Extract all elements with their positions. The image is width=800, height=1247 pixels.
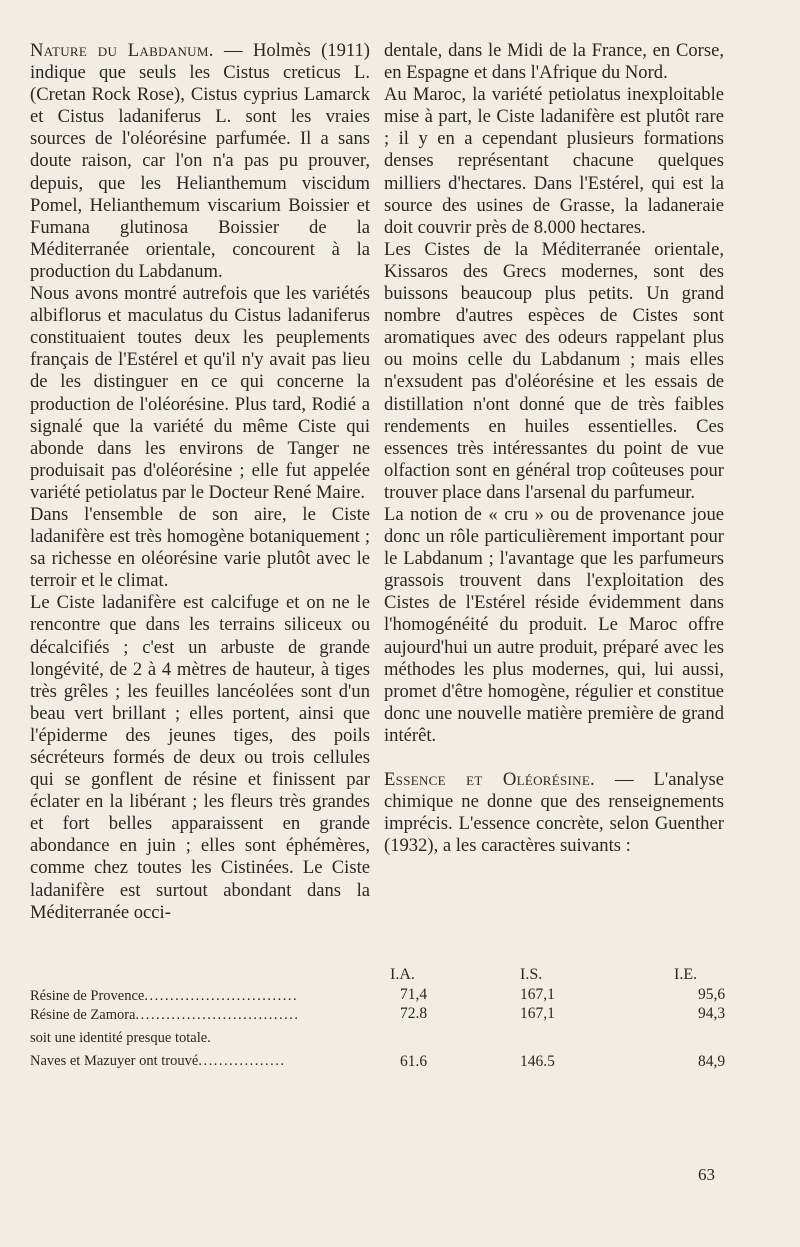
leader-dots: .............................. (144, 988, 299, 1004)
value-ia: 71,4 (400, 986, 428, 1003)
section-heading: Essence et Oléorésine. (384, 769, 596, 790)
row-label: Résine de Provence (30, 988, 145, 1004)
value-ie: 94,3 (698, 1005, 726, 1022)
header-ie: I.E. (674, 966, 698, 983)
value-ia: 72.8 (400, 1005, 428, 1022)
paragraph-gap (384, 747, 724, 769)
paragraph-nature-du-labdanum: Nature du Labdanum. — Holmès (1911) indique que seuls les Cistus creticus L. (Cretan Rock Rose), Cistus cyprius Lamarck et Cistus ladaniferus L. sont les vraies sources de l'oléorésine parfumée. Il a sans doute raison, car l'on n'a pas pu prouver, depuis, que les Helianthemum viscidum Pomel, Helianthemum viscarium Boissier et Fumana glutinosa Boissier de la Méditerranée orientale, concourent à la production du Labdanum. (30, 40, 370, 282)
value-is: 146.5 (520, 1053, 555, 1070)
table-row (30, 1030, 730, 1050)
paragraph-essence-et-oleoresine: Essence et Oléorésine. — L'analyse chimique ne donne que des renseignements imprécis. L'essence concrète, selon Guenther (1932), a les caractères suivants : (384, 769, 724, 857)
table-row (30, 988, 730, 1008)
row-label: soit une identité presque totale. (30, 1030, 211, 1046)
value-is: 167,1 (520, 1005, 555, 1022)
paragraph: Les Cistes de la Méditerranée orientale, Kissaros des Grecs modernes, sont des buissons beaucoup plus petits. Un grand nombre d'autres espèces de Cistes sont aromatiques avec des odeurs rappelant plus ou moins celle du Labdanum ; mais elles n'exsudent pas d'oléorésine et les essais de distillation n'ont donné que de très faibles rendements en huiles essentielles. Ces essences très intéressantes du point de vue olfaction sont en général trop coûteuses pour trouver place dans l'arsenal du parfumeur. (384, 238, 724, 503)
value-ia: 61.6 (400, 1053, 428, 1070)
paragraph: Dans l'ensemble de son aire, le Ciste ladanifère est très homogène botaniquement ; sa richesse en oléorésine varie plutôt avec le terroir et le climat. (30, 503, 370, 592)
paragraph: Au Maroc, la variété petiolatus inexploitable mise à part, le Ciste ladanifère est plutôt rare ; il y en a cependant plusieurs formations denses représentant chacune quelques milliers d'hectares. Dans l'Estérel, qui est la source des usines de Grasse, la ladaneraie doit couvrir près de 8.000 hectares. (384, 84, 724, 238)
value-ie: 84,9 (698, 1053, 726, 1070)
paragraph: dentale, dans le Midi de la France, en Corse, en Espagne et dans l'Afrique du Nord. (384, 40, 724, 84)
value-ie: 95,6 (698, 986, 726, 1003)
paragraph: Le Ciste ladanifère est calcifuge et on ne le rencontre que dans les terrains siliceux ou décalcifiés ; c'est un arbuste de grande longévité, de 2 à 4 mètres de hauteur, à tiges très grêles ; les feuilles lancéolées sont d'un beau vert brillant ; elles portent, ainsi que l'épiderme des jeunes tiges, des poils sécréteurs formés de deux ou trois cellules qui se gonflent de résine et finissent par éclater en la libérant ; les fleurs très grandes et fort belles apparaissent en grande abondance en juin ; elles sont éphémères, comme chez toutes les Cistinées. Le Ciste ladanifère est surtout abondant dans la Méditerranée occi- (30, 592, 370, 923)
left-column (30, 40, 370, 924)
header-is: I.S. (520, 966, 543, 983)
right-column (384, 40, 724, 857)
table-row (30, 1007, 730, 1027)
leader-dots: ................. (198, 1053, 286, 1069)
row-label: Naves et Mazuyer ont trouvé (30, 1053, 199, 1069)
section-heading: Nature du Labdanum. (30, 40, 214, 61)
header-ia: I.A. (390, 966, 415, 983)
value-is: 167,1 (520, 986, 555, 1003)
leader-dots: ................................ (135, 1007, 300, 1023)
paragraph: Nous avons montré autrefois que les variétés albiflorus et maculatus du Cistus ladaniferus constituaient toutes deux les peuplements français de l'Estérel et qu'il n'y avait pas lieu de les distinguer en ce qui concerne la production de l'oléorésine. Plus tard, Rodié a signalé que la variété du même Ciste qui abonde dans les environs de Tanger ne produisait pas d'oléorésine ; elle fut appelée variété petiolatus par le Docteur René Maire. (30, 283, 370, 503)
row-label: Résine de Zamora (30, 1007, 136, 1023)
page-number: 63 (698, 1165, 715, 1184)
table-row (30, 1053, 730, 1073)
paragraph: La notion de « cru » ou de provenance joue donc un rôle particulièrement important pour le Labdanum ; l'avantage que les parfumeurs grassois trouvent dans l'exploitation des Cistes de l'Estérel réside évidemment dans l'homogénéité du produit. Le Maroc offre aujourd'hui un autre produit, préparé avec les méthodes les plus modernes, qui, lui aussi, promet d'être homogène, régulier et constitue donc une nouvelle matière première de grand intérêt. (384, 503, 724, 746)
